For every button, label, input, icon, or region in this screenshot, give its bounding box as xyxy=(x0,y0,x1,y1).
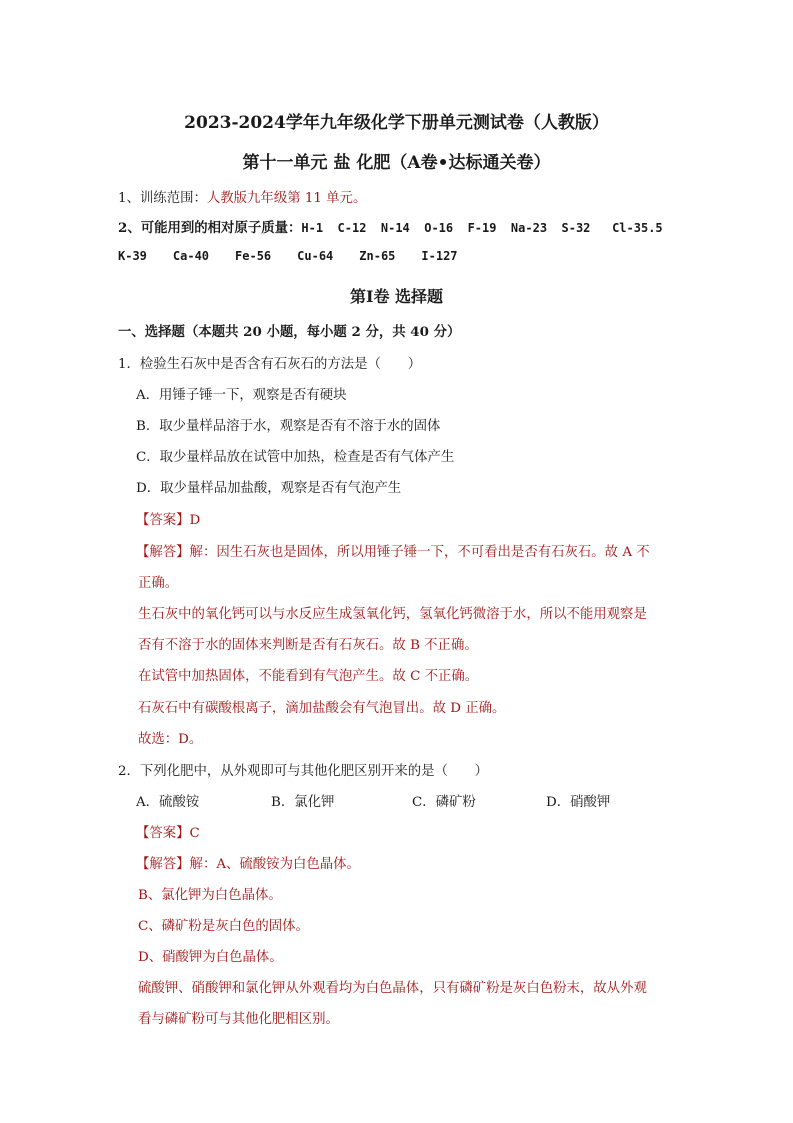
q2-option-c: C．磷矿粉 xyxy=(412,795,476,810)
document-title: 2023-2024学年九年级化学下册单元测试卷（人教版） xyxy=(184,113,609,133)
atoms-label: 2、可能用到的相对原子质量： xyxy=(118,220,302,236)
scope-value: 人教版九年级第 11 单元。 xyxy=(206,191,367,206)
q2-analysis-line-1: 【解答】解：A、硫酸铵为白色晶体。 xyxy=(136,857,360,872)
unit-subtitle: 第十一单元 盐 化肥（A卷•达标通关卷） xyxy=(242,153,551,173)
q2-option-a: A．硫酸铵 xyxy=(136,795,200,810)
q1-option-a: A．用锤子锤一下，观察是否有硬块 xyxy=(136,388,347,403)
section-heading: 一、选择题（本题共 20 小题，每小题 2 分，共 40 分） xyxy=(118,324,461,340)
q1-analysis-line-2: 正确。 xyxy=(138,576,179,591)
q1-analysis-line-1: 【解答】解：因生石灰也是固体，所以用锤子锤一下，不可看出是否有石灰石。故 A 不 xyxy=(136,545,650,560)
q2-analysis-line-6: 看与磷矿粉可与其他化肥相区别。 xyxy=(138,1012,339,1027)
atom-mass: Cu-64 xyxy=(297,249,334,263)
atomic-mass-line-2 xyxy=(118,249,484,263)
q1-analysis-line-6: 石灰石中有碳酸根离子，滴加盐酸会有气泡冒出。故 D 正确。 xyxy=(138,701,506,716)
q1-option-c: C．取少量样品放在试管中加热，检查是否有气体产生 xyxy=(136,450,455,465)
q1-analysis-line-4: 否有不溶于水的固体来判断是否有石灰石。故 B 不正确。 xyxy=(138,638,478,653)
question-2-stem: 2．下列化肥中，从外观即可与其他化肥区别开来的是（ ） xyxy=(118,764,489,779)
q1-analysis-label: 【解答】解： xyxy=(136,545,217,560)
q1-analysis-line-3: 生石灰中的氧化钙可以与水反应生成氢氧化钙，氢氧化钙微溶于水，所以不能用观察是 xyxy=(138,607,647,622)
q1-answer: 【答案】D xyxy=(136,513,201,528)
q2-answer: 【答案】C xyxy=(136,826,200,841)
q2-analysis-line-5: 硫酸钾、硝酸钾和氯化钾从外观看均为白色晶体，只有磷矿粉是灰白色粉末，故从外观 xyxy=(138,981,647,996)
training-scope xyxy=(118,187,366,206)
q2-analysis-line-4: D、硝酸钾为白色晶体。 xyxy=(138,950,283,965)
atomic-mass-line-1 xyxy=(118,217,663,236)
q2-analysis-line-3: C、磷矿粉是灰白色的固体。 xyxy=(138,919,309,934)
q2-option-b: B．氯化钾 xyxy=(271,795,335,810)
atom-mass: Ca-40 xyxy=(172,249,210,263)
q1-analysis-line-5: 在试管中加热固体，不能看到有气泡产生。故 C 不正确。 xyxy=(138,669,479,684)
atom-mass: I-127 xyxy=(421,249,458,263)
q2-analysis-line-2: B、氯化钾为白色晶体。 xyxy=(138,888,282,903)
scope-label: 1、训练范围： xyxy=(118,191,207,206)
q1-option-b: B．取少量样品溶于水，观察是否有不溶于水的固体 xyxy=(136,419,441,434)
q2-analysis-label: 【解答】解： xyxy=(136,857,217,872)
section-title: 第Ⅰ卷 选择题 xyxy=(349,287,444,306)
question-1-stem: 1．检验生石灰中是否含有石灰石的方法是（ ） xyxy=(118,357,422,372)
atom-mass: K-39 xyxy=(118,249,147,263)
atoms-values-1: H-1 C-12 N-14 O-16 F-19 Na-23 S-32 Cl-35.5 xyxy=(301,221,663,235)
atom-mass: Fe-56 xyxy=(235,249,272,263)
q1-analysis-line-7: 故选：D。 xyxy=(138,732,203,747)
atom-mass: Zn-65 xyxy=(359,249,396,263)
q2-option-d: D．硝酸钾 xyxy=(546,795,611,810)
q1-option-d: D．取少量样品加盐酸，观察是否有气泡产生 xyxy=(136,481,402,496)
